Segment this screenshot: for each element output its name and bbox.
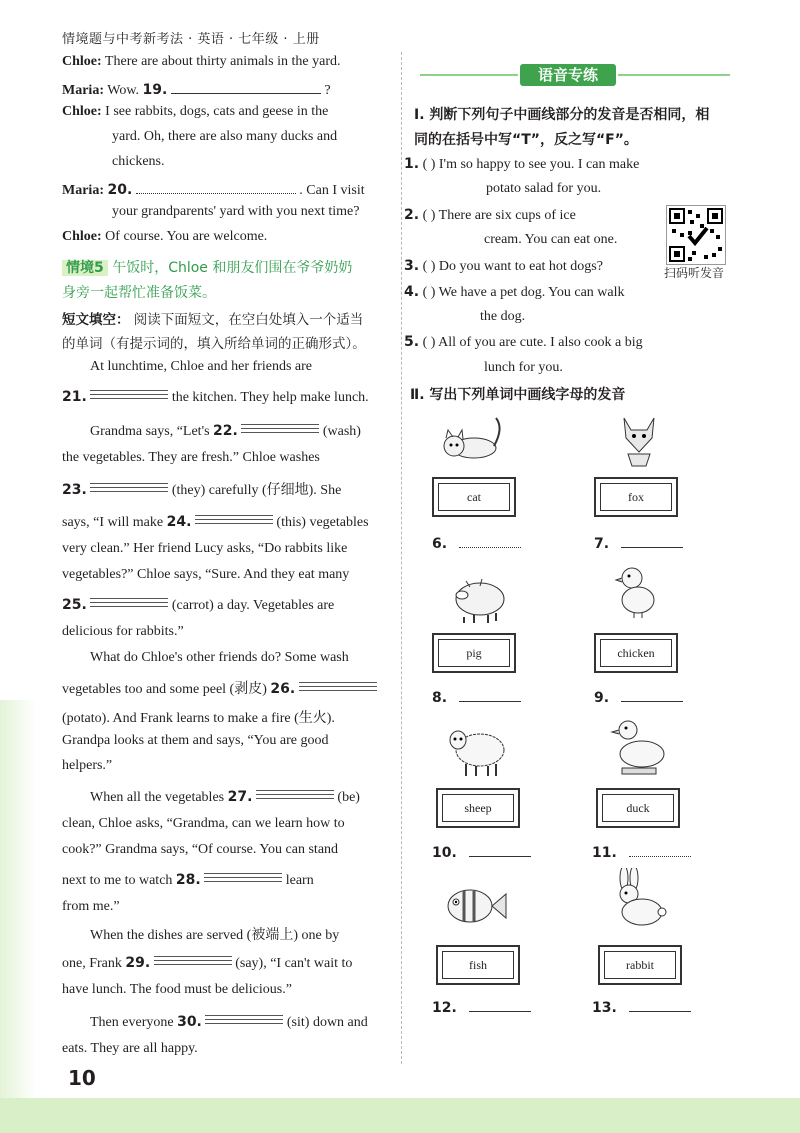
dialogue-tail: . Can I visit (299, 183, 365, 198)
passage-line (90, 1012, 368, 1031)
part1-title-line-1: Ⅰ. 判断下列句子中画线部分的发音是否相同，相 (414, 107, 710, 123)
answer-blank-25[interactable] (90, 595, 168, 609)
dialogue-line-2 (62, 79, 331, 99)
cloze-instruction-1 (62, 308, 363, 328)
answer-blank-22[interactable] (241, 421, 319, 435)
passage-line: clean, Chloe asks, “Grandma, can we learn how to (62, 816, 345, 831)
word-card-cat: cat (432, 477, 516, 517)
answer-blank (621, 701, 683, 702)
dialogue-line-7: your grandparents' yard with you next time? (112, 204, 360, 219)
page-header: 情境题与中考新考法 · 英语 · 七年级 · 上册 (62, 32, 320, 47)
scenario-tag: 情境5 (62, 260, 108, 276)
question-number: 25. (62, 597, 87, 613)
pig-illustration (444, 565, 514, 625)
answer-paren[interactable]: ( ) (422, 285, 436, 300)
word-card-chicken: chicken (594, 633, 678, 673)
instruction-label: 短文填空： (62, 312, 130, 328)
question-text: We have a pet dog. You can walk (438, 285, 625, 300)
footer-band (0, 1098, 800, 1133)
duck-illustration (604, 716, 674, 776)
rabbit-illustration (604, 868, 674, 928)
section-title: 语音专练 (520, 64, 616, 86)
passage-line: helpers.” (62, 758, 113, 773)
judge-question-1 (404, 156, 639, 173)
passage-line: Grandpa looks at them and says, “You are good (62, 733, 329, 748)
question-text: Do you want to eat hot dogs? (438, 259, 603, 274)
sheep-illustration (442, 718, 512, 778)
answer-blank (629, 856, 691, 857)
answer-blank-23[interactable] (90, 480, 168, 494)
answer-blank (621, 547, 683, 548)
dialogue-text: Of course. You are welcome. (105, 229, 268, 244)
question-text: All of you are cute. I also cook a big (438, 335, 643, 350)
fox-illustration (604, 408, 674, 468)
question-text: There are six cups of ice (438, 208, 576, 223)
question-number: 1. (404, 156, 420, 172)
answer-blank-28[interactable] (204, 870, 282, 884)
word-card-rabbit: rabbit (598, 945, 682, 985)
dialogue-text: I see rabbits, dogs, cats and geese in the (105, 104, 329, 119)
answer-blank-21[interactable] (90, 387, 168, 401)
passage-text: next to me to watch (62, 873, 173, 888)
question-number: 4. (404, 284, 420, 300)
passage-line (62, 512, 369, 531)
question-number: 19. (142, 82, 168, 98)
passage-line: delicious for rabbits.” (62, 624, 184, 639)
passage-line (62, 595, 334, 614)
qr-caption: 扫码听发音 (664, 266, 725, 280)
section-rule-right (618, 74, 730, 76)
word-card-pig: pig (432, 633, 516, 673)
answer-blank (459, 701, 521, 702)
question-number: 20. (107, 182, 133, 198)
judge-question-4-cont: the dog. (480, 309, 526, 324)
passage-line (62, 387, 369, 406)
speaker: Chloe: (62, 104, 102, 119)
passage-line (62, 479, 341, 499)
passage-text: Grandma says, “Let's (90, 424, 210, 439)
question-number: 30. (177, 1014, 202, 1030)
chicken-illustration (604, 560, 674, 620)
answer-blank (469, 1011, 531, 1012)
question-number: 22. (213, 423, 238, 439)
part2-title: Ⅱ. 写出下列单词中画线字母的发音 (410, 387, 626, 403)
passage-line: from me.” (62, 899, 120, 914)
passage-line: At lunchtime, Chloe and her friends are (90, 359, 312, 374)
fish-illustration (440, 876, 510, 936)
word-card-sheep: sheep (436, 788, 520, 828)
answer-blank (469, 856, 531, 857)
answer-paren[interactable]: ( ) (422, 208, 436, 223)
question-number: 5. (404, 334, 420, 350)
dialogue-text: There are about thirty animals in the yard. (104, 54, 341, 69)
passage-text: vegetables too and some peel (剥皮) (62, 682, 267, 697)
word-card-duck: duck (596, 788, 680, 828)
passage-line (90, 787, 360, 806)
hint-word: (be) (337, 790, 360, 805)
hint-word: (wash) (322, 424, 361, 439)
part1-title-line-2: 同的在括号中写“T”，反之写“F”。 (414, 132, 638, 148)
instruction-text: 阅读下面短文，在空白处填入一个适当 (133, 312, 364, 328)
judge-question-5-cont: lunch for you. (484, 360, 563, 375)
answer-blank-30[interactable] (205, 1012, 283, 1026)
answer-paren[interactable]: ( ) (422, 335, 436, 350)
dialogue-line-5: chickens. (112, 154, 165, 169)
passage-line (90, 421, 361, 440)
question-number: 3. (404, 258, 420, 274)
passage-text: When all the vegetables (90, 790, 225, 805)
question-number: 11. (592, 845, 617, 861)
dialogue-line-3 (62, 104, 328, 120)
dialogue-tail: ? (324, 83, 331, 98)
judge-question-3 (404, 258, 603, 275)
scenario-line-1 (62, 257, 352, 277)
passage-text: one, Frank (62, 956, 122, 971)
answer-line-7[interactable] (594, 536, 683, 552)
passage-line: vegetables?” Chloe says, “Sure. And they eat many (62, 567, 350, 582)
judge-question-1-cont: potato salad for you. (486, 181, 602, 196)
answer-blank (459, 547, 521, 548)
passage-line: cook?” Grandma says, “Of course. You can stand (62, 842, 339, 857)
judge-question-5 (404, 334, 643, 351)
judge-question-2 (404, 207, 576, 224)
dialogue-line-8 (62, 229, 267, 245)
judge-question-4 (404, 284, 625, 301)
judge-question-2-cont: cream. You can eat one. (484, 232, 618, 247)
answer-blank-20[interactable] (136, 179, 296, 194)
question-number: 9. (594, 690, 610, 706)
answer-line-10[interactable] (432, 845, 531, 861)
hint-word: (say), “I can't wait to (235, 956, 353, 971)
answer-line-9[interactable] (594, 690, 683, 706)
passage-line: very clean.” Her friend Lucy asks, “Do rabbits like (62, 541, 348, 556)
question-number: 13. (592, 1000, 617, 1016)
question-number: 28. (175, 872, 201, 888)
answer-blank-19[interactable] (171, 79, 321, 94)
dialogue-line-6 (62, 179, 365, 199)
question-number: 27. (227, 789, 253, 805)
left-decor-band (0, 700, 36, 1098)
answer-blank-27[interactable] (256, 787, 334, 801)
page-number: 10 (68, 1066, 96, 1090)
passage-line (62, 678, 377, 698)
hint-word: learn (285, 873, 314, 888)
passage-line (62, 953, 352, 972)
answer-paren[interactable]: ( ) (422, 157, 436, 172)
hint-word: (carrot) a day. Vegetables are (171, 598, 335, 613)
word-card-fox: fox (594, 477, 678, 517)
answer-line-12[interactable] (432, 1000, 531, 1016)
question-number: 6. (432, 536, 448, 552)
question-number: 10. (432, 845, 457, 861)
question-number: 7. (594, 536, 610, 552)
cat-illustration (436, 408, 506, 468)
cloze-instruction-2: 的单词（有提示词的，填入所给单词的正确形式）。 (62, 336, 366, 352)
passage-line (62, 870, 314, 889)
answer-line-8[interactable] (432, 690, 521, 706)
dialogue-line-4: yard. Oh, there are also many ducks and (112, 129, 338, 144)
answer-blank (629, 1011, 691, 1012)
answer-paren[interactable]: ( ) (422, 259, 436, 274)
hint-word: (this) vegetables (276, 515, 369, 530)
answer-blank-24[interactable] (195, 512, 273, 526)
passage-line: What do Chloe's other friends do? Some wash (90, 650, 349, 665)
question-text: I'm so happy to see you. I can make (438, 157, 640, 172)
question-number: 23. (62, 482, 87, 498)
speaker: Maria: (62, 83, 104, 98)
speaker: Maria: (62, 183, 104, 198)
qr-code-icon[interactable] (666, 205, 726, 265)
passage-text: Then everyone (90, 1015, 174, 1030)
passage-line: (potato). And Frank learns to make a fire (生火). (62, 711, 335, 726)
passage-line: have lunch. The food must be delicious.” (62, 982, 292, 997)
question-number: 26. (270, 681, 296, 697)
hint-word: (sit) down and (286, 1015, 368, 1030)
scenario-text: 午饭时，Chloe 和朋友们围在爷爷奶奶 (112, 260, 353, 276)
answer-blank-26[interactable] (299, 679, 377, 693)
question-number: 29. (125, 955, 151, 971)
passage-line: eats. They are all happy. (62, 1041, 198, 1056)
word-card-fish: fish (436, 945, 520, 985)
passage-text: the kitchen. They help make lunch. (171, 390, 369, 405)
passage-text: says, “I will make (62, 515, 164, 530)
scenario-line-2: 身旁一起帮忙准备饭菜。 (62, 285, 216, 301)
question-number: 2. (404, 207, 420, 223)
dialogue-line-1 (62, 54, 341, 70)
question-number: 24. (166, 514, 192, 530)
dialogue-text: Wow. (107, 83, 143, 98)
answer-line-6[interactable] (432, 536, 521, 552)
section-rule-left (420, 74, 518, 76)
hint-word: (they) carefully (仔细地). She (171, 483, 342, 498)
question-number: 21. (62, 389, 87, 405)
answer-line-11[interactable] (592, 845, 691, 861)
passage-line: the vegetables. They are fresh.” Chloe washes (62, 450, 320, 465)
question-number: 8. (432, 690, 448, 706)
speaker: Chloe: (62, 229, 102, 244)
answer-blank-29[interactable] (154, 953, 232, 967)
passage-line: When the dishes are served (被端上) one by (90, 928, 340, 943)
question-number: 12. (432, 1000, 457, 1016)
answer-line-13[interactable] (592, 1000, 691, 1016)
speaker: Chloe: (62, 54, 102, 69)
column-divider (401, 52, 402, 1064)
